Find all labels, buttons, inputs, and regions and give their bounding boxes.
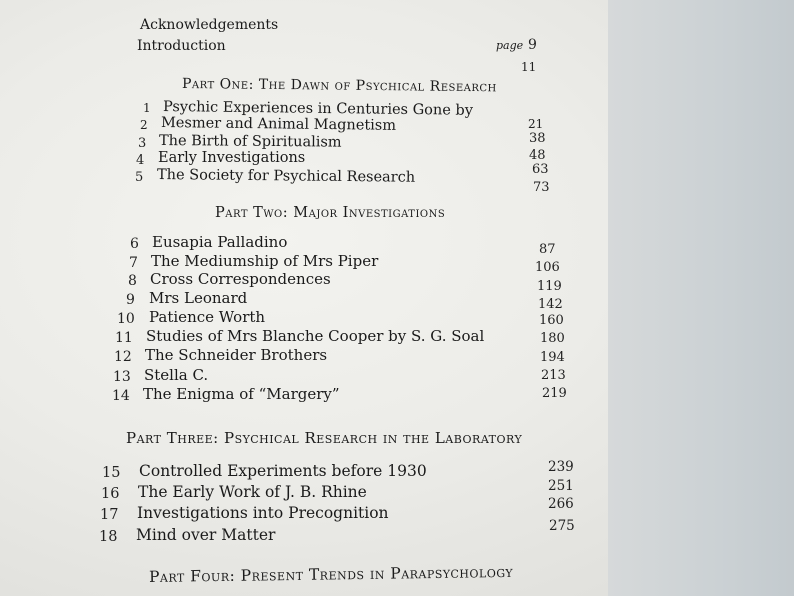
chapter-page: 194 xyxy=(540,350,565,365)
chapter-number: 12 xyxy=(114,349,132,365)
chapter-number: 2 xyxy=(140,118,148,132)
part-heading: Part One: The Dawn of Psychical Research xyxy=(181,76,497,96)
chapter-title: Stella C. xyxy=(144,366,209,384)
chapter-page: 21 xyxy=(528,117,544,131)
chapter-page: 180 xyxy=(540,331,565,346)
part-heading: Part Two: Major Investigations xyxy=(215,205,446,221)
chapter-number: 3 xyxy=(138,136,147,151)
chapter-title: The Schneider Brothers xyxy=(145,346,328,364)
chapter-page: 38 xyxy=(529,131,546,146)
chapter-number: 7 xyxy=(129,255,138,271)
chapter-title: Psychic Experiences in Centuries Gone by xyxy=(162,99,474,119)
chapter-title: Mrs Leonard xyxy=(149,289,248,307)
chapter-title: The Mediumship of Mrs Piper xyxy=(151,252,379,270)
part-heading: Part Four: Present Trends in Parapsychology xyxy=(148,562,514,586)
chapter-page: 239 xyxy=(548,459,574,475)
acknowledgements-page: 9 xyxy=(528,37,537,53)
chapter-title: Eusapia Palladino xyxy=(152,233,288,251)
chapter-number: 13 xyxy=(113,369,131,385)
chapter-page: 119 xyxy=(537,279,562,294)
chapter-number: 16 xyxy=(101,486,120,502)
chapter-page: 266 xyxy=(548,496,574,512)
chapter-title: Early Investigations xyxy=(158,150,306,166)
background-surface xyxy=(608,0,794,596)
chapter-page: 219 xyxy=(542,386,567,401)
chapter-number: 14 xyxy=(112,388,130,404)
chapter-number: 10 xyxy=(117,311,135,327)
acknowledgements-entry: Acknowledgements xyxy=(140,17,279,33)
chapter-page: 73 xyxy=(533,180,550,195)
chapter-number: 9 xyxy=(126,292,135,308)
introduction-entry: Introduction xyxy=(137,38,226,54)
page-label: page xyxy=(496,39,524,52)
chapter-number: 11 xyxy=(115,330,133,346)
chapter-title: The Birth of Spiritualism xyxy=(158,133,342,151)
chapter-title: Mind over Matter xyxy=(136,526,276,544)
chapter-page: 160 xyxy=(539,313,564,328)
chapter-number: 5 xyxy=(135,170,144,185)
chapter-title: Cross Correspondences xyxy=(150,270,331,288)
chapter-number: 1 xyxy=(143,101,151,115)
chapter-title: Studies of Mrs Blanche Cooper by S. G. Soal xyxy=(146,327,485,345)
chapter-page: 87 xyxy=(539,242,556,257)
chapter-number: 18 xyxy=(99,529,118,545)
chapter-title: Mesmer and Animal Magnetism xyxy=(160,115,397,134)
chapter-title: The Enigma of “Margery” xyxy=(143,385,340,403)
chapter-title: The Early Work of J. B. Rhine xyxy=(138,483,367,501)
chapter-number: 4 xyxy=(136,153,145,168)
introduction-page: 11 xyxy=(521,60,537,74)
chapter-title: Investigations into Precognition xyxy=(137,504,389,522)
chapter-title: Patience Worth xyxy=(149,308,266,326)
chapter-title: The Society for Psychical Research xyxy=(156,167,416,186)
chapter-page: 106 xyxy=(535,260,560,275)
chapter-page: 142 xyxy=(538,297,563,312)
part-heading: Part Three: Psychical Research in the Laboratory xyxy=(126,429,523,447)
chapter-page: 48 xyxy=(529,148,546,163)
chapter-page: 213 xyxy=(541,368,566,383)
chapter-number: 8 xyxy=(128,273,137,289)
chapter-page: 275 xyxy=(549,518,575,534)
chapter-number: 17 xyxy=(100,507,119,523)
chapter-page: 63 xyxy=(532,162,549,177)
chapter-number: 15 xyxy=(102,465,121,481)
chapter-number: 6 xyxy=(130,236,139,252)
chapter-page: 251 xyxy=(548,478,574,494)
chapter-title: Controlled Experiments before 1930 xyxy=(139,462,427,480)
